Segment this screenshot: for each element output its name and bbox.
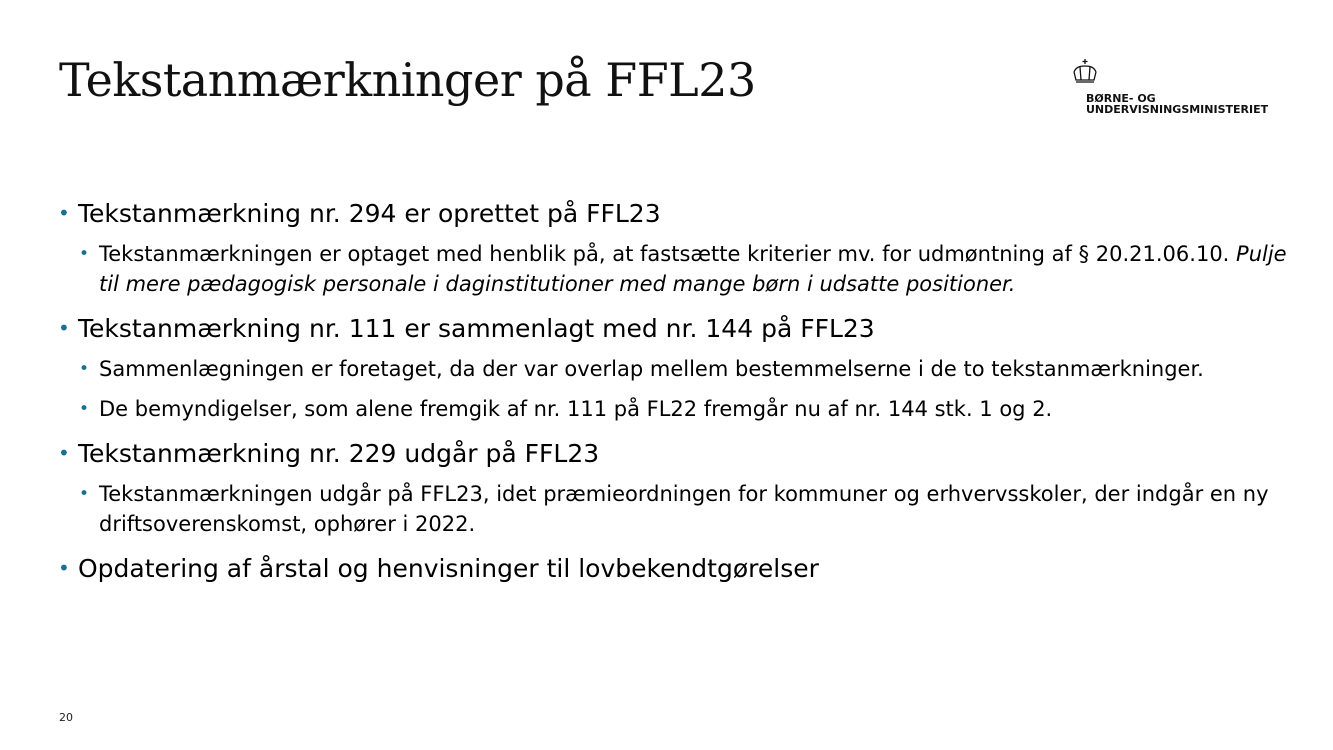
crown-icon bbox=[1070, 58, 1100, 88]
sub-bullet-item bbox=[79, 354, 1288, 384]
bullet-item-1 bbox=[58, 197, 1288, 230]
bullet-text: Tekstanmærkning nr. 294 er oprettet på FFL23 bbox=[78, 199, 661, 228]
bullet-icon: • bbox=[79, 244, 90, 264]
sub-bullet-item bbox=[79, 239, 1288, 299]
sub-bullet-text: Tekstanmærkningen udgår på FFL23, idet præmieordningen for kommuner og erhvervsskoler, der indgår en ny driftsoverenskomst, ophører i 2022. bbox=[99, 482, 1269, 536]
sub-bullet-text: De bemyndigelser, som alene fremgik af nr. 111 på FL22 fremgår nu af nr. 144 stk. 1 og 2. bbox=[99, 397, 1053, 421]
bullet-item-3 bbox=[58, 437, 1288, 470]
bullet-text: Opdatering af årstal og henvisninger til lovbekendtgørelser bbox=[78, 554, 819, 583]
bullet-item-2 bbox=[58, 312, 1288, 345]
sub-bullet-text: Sammenlægningen er foretaget, da der var overlap mellem bestemmelserne i de to tekstanmærkninger. bbox=[99, 357, 1204, 381]
bullet-item-4 bbox=[58, 552, 1288, 585]
logo-text-line-1: BØRNE- OG bbox=[1086, 92, 1156, 105]
bullet-icon: • bbox=[79, 484, 90, 504]
bullet-icon: • bbox=[58, 201, 70, 225]
bullet-icon: • bbox=[79, 399, 90, 419]
bullet-icon: • bbox=[58, 316, 70, 340]
sub-bullet-italic-text: Pulje til mere pædagogisk personale i daginstitutioner med mange børn i udsatte positioner. bbox=[99, 242, 1287, 296]
bullet-icon: • bbox=[79, 359, 90, 379]
logo-text-line-2: UNDERVISNINGSMINISTERIET bbox=[1086, 103, 1269, 116]
page-number: 20 bbox=[59, 711, 73, 724]
bullet-icon: • bbox=[58, 556, 70, 580]
sub-bullet-item bbox=[79, 394, 1288, 424]
ministry-logo bbox=[1070, 58, 1290, 120]
sub-bullet-text: Tekstanmærkningen er optaget med henblik på, at fastsætte kriterier mv. for udmøntning af § 20.21.06.10. bbox=[99, 242, 1237, 266]
bullet-text: Tekstanmærkning nr. 229 udgår på FFL23 bbox=[78, 439, 600, 468]
sub-bullet-item bbox=[79, 479, 1288, 539]
slide-title: Tekstanmærkninger på FFL23 bbox=[59, 53, 756, 107]
bullet-text: Tekstanmærkning nr. 111 er sammenlagt med nr. 144 på FFL23 bbox=[78, 314, 875, 343]
bullet-list bbox=[58, 197, 1288, 585]
bullet-icon: • bbox=[58, 441, 70, 465]
